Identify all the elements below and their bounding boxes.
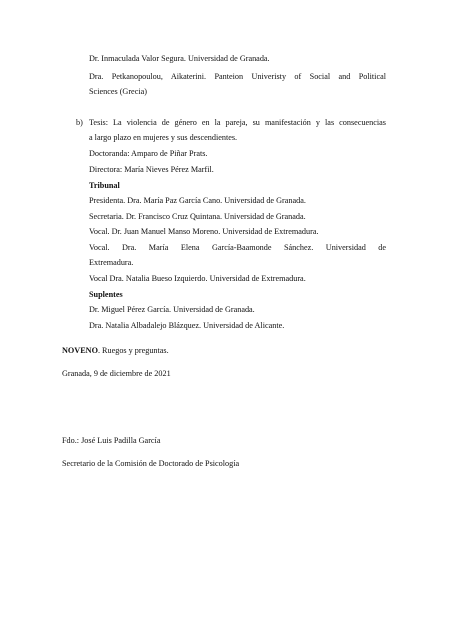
suplentes-heading: Suplentes: [89, 290, 123, 299]
tribunal-member: Extremadura.: [89, 258, 134, 267]
tribunal-member: Vocal Dra. Natalia Bueso Izquierdo. Universidad de Extremadura.: [89, 274, 306, 283]
signature-line: Fdo.: José Luis Padilla García: [62, 436, 161, 445]
tribunal-member: Vocal. Dr. Juan Manuel Manso Moreno. Universidad de Extremadura.: [89, 227, 319, 236]
signatory-role: Secretario de la Comisión de Doctorado de Psicología: [62, 459, 240, 468]
agenda-item-noveno: [62, 346, 169, 356]
doctoral-candidate: Doctoranda: Amparo de Piñar Prats.: [89, 149, 208, 158]
committee-member-line: Dra. Petkanopoulou, Aikaterini. Panteion Univeristy of Social and Political: [89, 72, 386, 81]
committee-member-line: Sciences (Grecia): [89, 87, 147, 96]
thesis-title-line: Tesis: La violencia de género en la pareja, su manifestación y las consecuencias: [89, 118, 386, 127]
suplente-member: Dra. Natalia Albadalejo Blázquez. Universidad de Alicante.: [89, 321, 285, 330]
agenda-item-label: NOVENO: [62, 346, 98, 355]
tribunal-member: Presidenta. Dra. María Paz García Cano. Universidad de Granada.: [89, 196, 306, 205]
date-place: Granada, 9 de diciembre de 2021: [62, 369, 171, 378]
tribunal-heading: Tribunal: [89, 181, 120, 190]
tribunal-member: Secretaria. Dr. Francisco Cruz Quintana. Universidad de Granada.: [89, 212, 306, 221]
committee-member-line: Dr. Inmaculada Valor Segura. Universidad de Granada.: [89, 54, 270, 63]
agenda-item-text: . Ruegos y preguntas.: [97, 346, 169, 355]
thesis-title-line: a largo plazo en mujeres y sus descendientes.: [89, 133, 238, 142]
list-marker: b): [76, 118, 83, 127]
tribunal-member: Vocal. Dra. María Elena García-Baamonde Sánchez. Universidad de: [89, 243, 386, 252]
suplente-member: Dr. Miguel Pérez García. Universidad de Granada.: [89, 305, 255, 314]
thesis-director: Directora: María Nieves Pérez Marfil.: [89, 165, 214, 174]
